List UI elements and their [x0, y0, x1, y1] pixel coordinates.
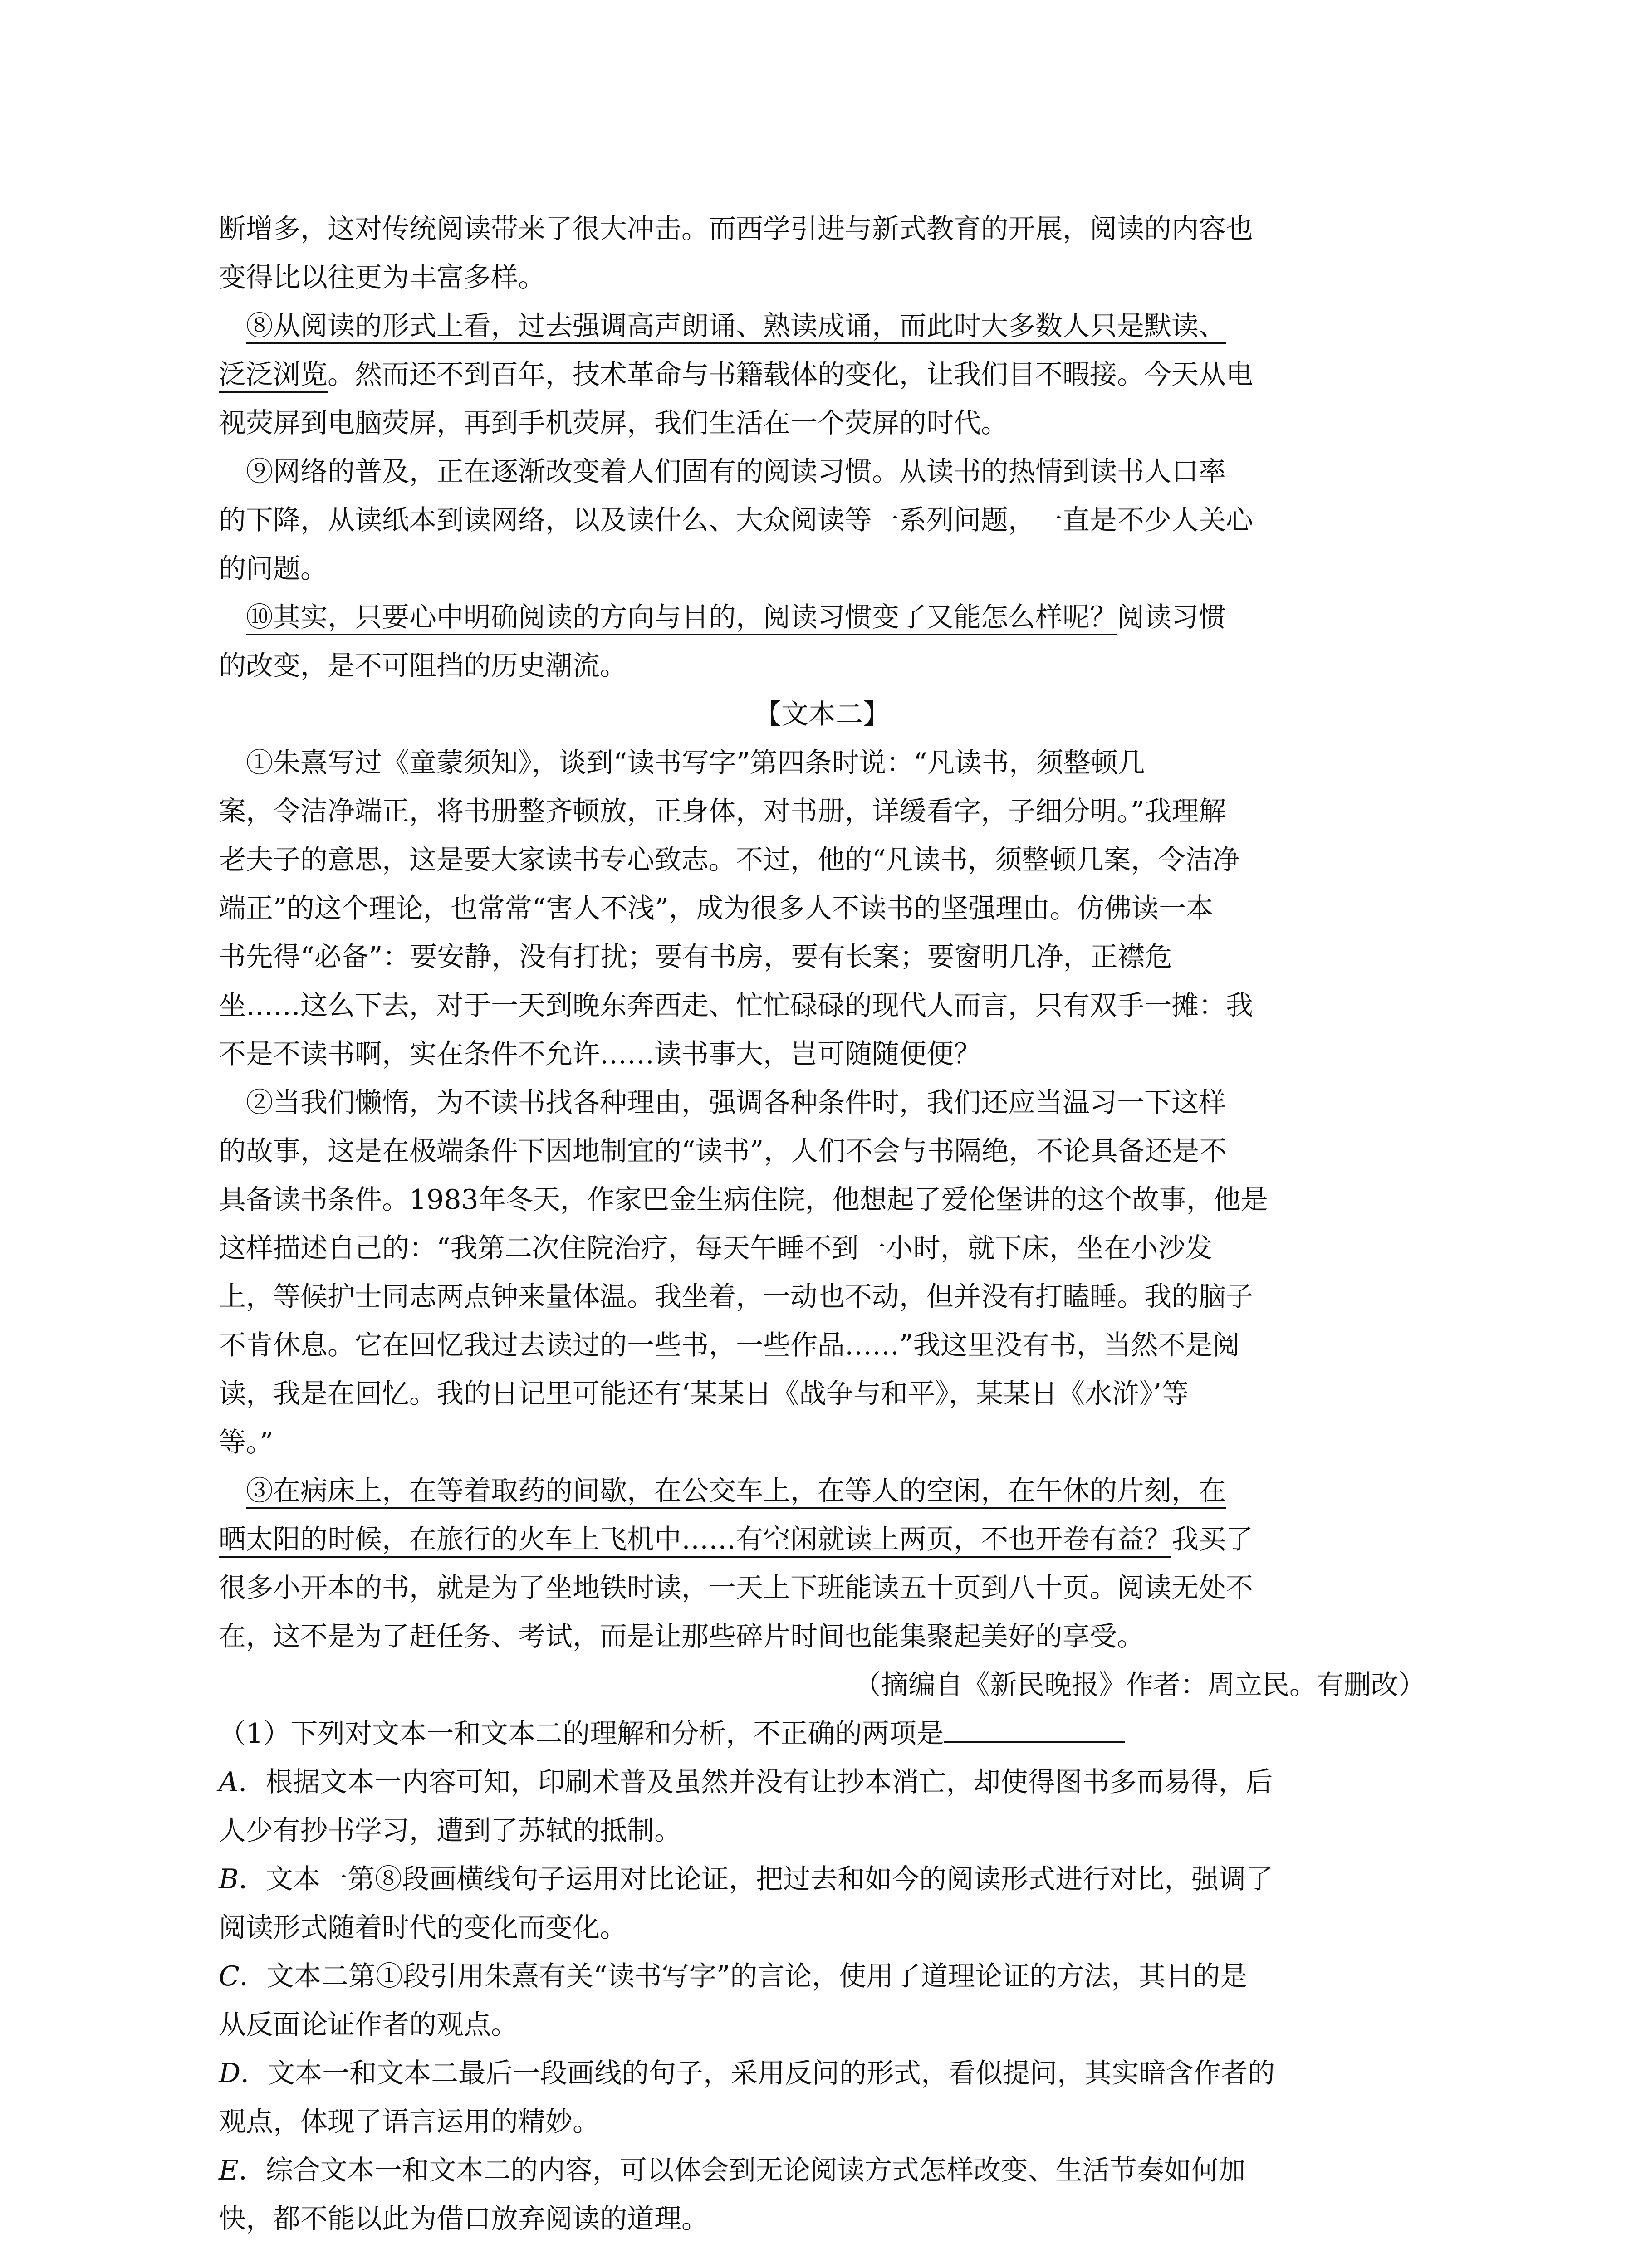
option-letter: A: [219, 1766, 239, 1798]
source-citation: （摘编自《新民晚报》作者：周立民。有删改）: [854, 1669, 1425, 1701]
text2-para2-line2: 的故事，这是在极端条件下因地制宜的“读书”，人们不会与书隔绝，不论具备还是不: [219, 1135, 1227, 1167]
option-c-line1: C．文本二第①段引用朱熹有关“读书写字”的言论，使用了道理论证的方法，其目的是: [219, 1960, 1248, 1992]
text2-para3-line3: 很多小开本的书，就是为了坐地铁时读，一天上下班能读五十页到八十页。阅读无处不: [219, 1572, 1253, 1604]
text1-para9-line2: 的下降，从读纸本到读网络，以及读什么、大众阅读等一系列问题，一直是不少人关心: [219, 504, 1253, 536]
text2-para2-line6: 不肯休息。它在回忆我过去读过的一些书，一些作品……”我这里没有书，当然不是阅: [219, 1330, 1240, 1361]
text1-para10-line1: ⑩其实，只要心中明确阅读的方向与目的，阅读习惯变了又能怎么样呢？阅读习惯: [246, 601, 1226, 633]
text2-para1-line5: 书先得“必备”：要安静，没有打扰；要有书房，要有长案；要窗明几净，正襟危: [219, 941, 1172, 973]
text1-para8-line3: 视荧屏到电脑荧屏，再到手机荧屏，我们生活在一个荧屏的时代。: [219, 407, 1008, 439]
option-a-line1: A．根据文本一内容可知，印刷术普及虽然并没有让抄本消亡，却使得图书多而易得，后: [219, 1766, 1273, 1798]
option-letter: E: [219, 2155, 239, 2186]
text2-para2-line5: 上，等候护士同志两点钟来量体温。我坐着，一动也不动，但并没有打瞌睡。我的脑子: [219, 1281, 1253, 1313]
text2-para1-line7: 不是不读书啊，实在条件不允许……读书事大，岂可随随便便？: [219, 1038, 981, 1070]
para8-underlined-sentence: ⑧从阅读的形式上看，过去强调高声朗诵、熟读成诵，而此时大多数人只是默读、: [246, 310, 1226, 342]
option-a-line2: 人少有抄书学习，遭到了苏轼的抵制。: [219, 1815, 681, 1847]
text2-para3-line1: [219, 1467, 1425, 1515]
text2-para1-line3: 老夫子的意思，这是要大家读书专心致志。不过，他的“凡读书，须整顿几案，令洁净: [219, 844, 1240, 876]
answer-blank[interactable]: [944, 1716, 1125, 1743]
text2-para2-line7: 读，我是在回忆。我的日记里可能还有‘某某日《战争与和平》，某某日《水浒》’等: [219, 1378, 1189, 1410]
text1-para9-line3: 的问题。: [219, 553, 328, 585]
text1-para9-line1: ⑨网络的普及，正在逐渐改变着人们固有的阅读习惯。从读书的热情到读书人口率: [246, 456, 1226, 488]
text1-para8-line2: 泛泛浏览。然而还不到百年，技术革命与书籍载体的变化，让我们目不暇接。今天从电: [219, 359, 1253, 391]
option-b-line1: B．文本一第⑧段画横线句子运用对比论证，把过去和如今的阅读形式进行对比，强调了: [219, 1863, 1274, 1895]
text2-para1-line6: 坐……这么下去，对于一天到晚东奔西走、忙忙碌碌的现代人而言，只有双手一摊：我: [219, 990, 1253, 1022]
text2-para1-line4: 端正”的这个理论，也常常“害人不浅”，成为很多人不读书的坚强理由。仿佛读一本: [219, 893, 1214, 924]
text1-continuation-line1: 断增多，这对传统阅读带来了很大冲击。而西学引进与新式教育的开展，阅读的内容也: [219, 213, 1253, 245]
text2-para2-line8: 等。”: [219, 1427, 274, 1458]
text2-para2-line3: 具备读书条件。1983年冬天，作家巴金生病住院，他想起了爱伦堡讲的这个故事，他是: [219, 1184, 1268, 1216]
option-letter: D: [219, 2058, 241, 2089]
text2-para2-line4: 这样描述自己的：“我第二次住院治疗，每天午睡不到一小时，就下床，坐在小沙发: [219, 1232, 1213, 1264]
para3-underlined-sentence-end: 晒太阳的时候，在旅行的火车上飞机中……有空闲就读上两页，不也开卷有益？: [219, 1524, 1171, 1555]
option-d-line2: 观点，体现了语言运用的精妙。: [219, 2106, 600, 2138]
option-e-line1: E．综合文本一和文本二的内容，可以体会到无论阅读方式怎样改变、生活节奏如何加: [219, 2155, 1246, 2186]
text1-continuation-line2: 变得比以往更为丰富多样。: [219, 262, 545, 293]
para8-underlined-sentence-end: 泛泛浏览: [219, 359, 328, 391]
text2-para3-line4: 在，这不是为了赶任务、考试，而是让那些碎片时间也能集聚起美好的享受。: [219, 1621, 1144, 1652]
text2-heading: 【文本二】: [754, 699, 890, 730]
option-b-line2: 阅读形式随着时代的变化而变化。: [219, 1912, 627, 1944]
option-letter: C: [219, 1960, 240, 1992]
text2-para3-line2: 晒太阳的时候，在旅行的火车上飞机中……有空闲就读上两页，不也开卷有益？我买了: [219, 1524, 1253, 1555]
para10-underlined-sentence: ⑩其实，只要心中明确阅读的方向与目的，阅读习惯变了又能怎么样呢？: [246, 601, 1117, 633]
body-text: [219, 205, 1425, 2244]
option-letter: B: [219, 1863, 239, 1895]
text1-para8-line1: [219, 302, 1425, 351]
text1-para10-line2: 的改变，是不可阻挡的历史潮流。: [219, 650, 627, 682]
para3-underlined-sentence: ③在病床上，在等着取药的间歇，在公交车上，在等人的空闲，在午休的片刻，在: [246, 1475, 1226, 1507]
option-d-line1: D．文本一和文本二最后一段画线的句子，采用反问的形式，看似提问，其实暗含作者的: [219, 2058, 1275, 2089]
question-stem: （1）下列对文本一和文本二的理解和分析，不正确的两项是: [219, 1710, 1425, 1758]
option-c-line2: 从反面论证作者的观点。: [219, 2009, 518, 2041]
text2-para1-line2: 案，令洁净端正，将书册整齐顿放，正身体，对书册，详缓看字，子细分明。”我理解: [219, 796, 1226, 827]
option-e-line2: 快，都不能以此为借口放弃阅读的道理。: [219, 2203, 709, 2235]
text2-para2-line1: ②当我们懒惰，为不读书找各种理由，强调各种条件时，我们还应当温习一下这样: [246, 1087, 1226, 1119]
text2-para1-line1: ①朱熹写过《童蒙须知》，谈到“读书写字”第四条时说：“凡读书，须整顿几: [246, 747, 1146, 779]
